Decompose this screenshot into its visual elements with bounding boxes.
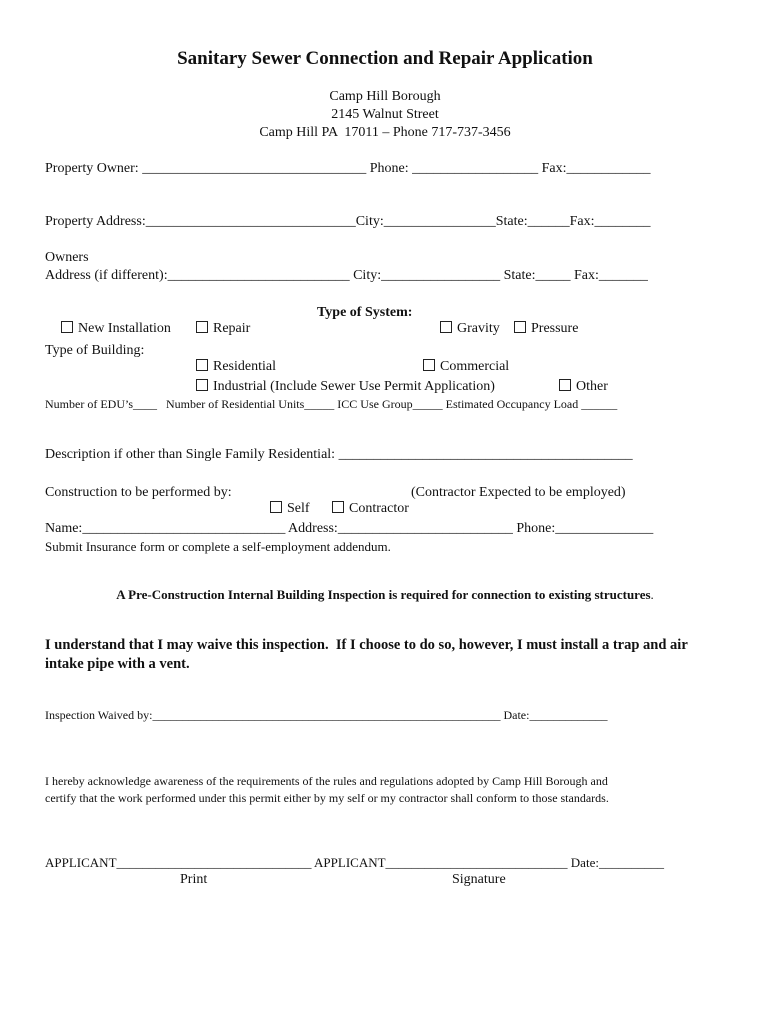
contractor-label: Contractor bbox=[349, 501, 409, 516]
residential-label: Residential bbox=[213, 359, 276, 374]
owners-address-line[interactable]: Address (if different):__________________________ City:_________________ State:_____ Fax:_______ bbox=[45, 268, 648, 283]
property-owner-line[interactable]: Property Owner: ________________________________ Phone: __________________ Fax:____________ bbox=[45, 161, 651, 176]
form-title: Sanitary Sewer Connection and Repair Application bbox=[177, 48, 593, 69]
owners-label: Owners bbox=[45, 250, 89, 265]
self-checkbox[interactable] bbox=[270, 501, 282, 513]
description-line[interactable]: Description if other than Single Family Residential: __________________________________________ bbox=[45, 447, 633, 462]
applicant-signature-line[interactable]: APPLICANT______________________________ APPLICANT____________________________ Date:__________ bbox=[45, 855, 664, 870]
inspection-notice-period: . bbox=[650, 587, 654, 602]
gravity-checkbox[interactable] bbox=[440, 321, 452, 333]
acknowledgement-line2: certify that the work performed under this permit either by my self or my contractor shall conform to those standards. bbox=[45, 791, 609, 805]
property-address-line[interactable]: Property Address:______________________________City:________________State:______Fax:________ bbox=[45, 214, 651, 229]
acknowledgement-line1: I hereby acknowledge awareness of the requirements of the rules and regulations adopted by Camp Hill Borough and bbox=[45, 774, 608, 788]
name-address-phone-line[interactable]: Name:_____________________________ Address:_________________________ Phone:______________ bbox=[45, 521, 654, 536]
type-of-building-label: Type of Building: bbox=[45, 343, 145, 358]
repair-checkbox[interactable] bbox=[196, 321, 208, 333]
insurance-note: Submit Insurance form or complete a self-employment addendum. bbox=[45, 539, 391, 554]
other-label: Other bbox=[576, 379, 608, 394]
new-installation-label: New Installation bbox=[78, 321, 171, 336]
borough-city-phone: Camp Hill PA 17011 – Phone 717-737-3456 bbox=[259, 125, 511, 140]
industrial-label: Industrial (Include Sewer Use Permit Application) bbox=[213, 379, 495, 394]
gravity-label: Gravity bbox=[457, 321, 500, 336]
pressure-option[interactable] bbox=[500, 305, 578, 353]
repair-label: Repair bbox=[213, 321, 251, 336]
inspection-notice bbox=[0, 587, 770, 603]
pressure-checkbox[interactable] bbox=[514, 321, 526, 333]
construction-label: Construction to be performed by: bbox=[45, 485, 232, 500]
contractor-note: (Contractor Expected to be employed) bbox=[411, 485, 626, 500]
inspection-waived-by-line[interactable]: Inspection Waived by:__________________________________________________________ Date:_____________ bbox=[45, 708, 608, 722]
self-label: Self bbox=[287, 501, 310, 516]
signature-label: Signature bbox=[452, 872, 506, 887]
type-of-system-label: Type of System: bbox=[317, 305, 413, 320]
waive-statement-line1: I understand that I may waive this inspection. If I choose to do so, however, I must install a trap and air bbox=[45, 637, 688, 653]
print-label: Print bbox=[180, 872, 208, 887]
commercial-label: Commercial bbox=[440, 359, 510, 374]
other-checkbox[interactable] bbox=[559, 379, 571, 391]
industrial-checkbox[interactable] bbox=[196, 379, 208, 391]
counts-line[interactable]: Number of EDU’s____ Number of Residential Units_____ ICC Use Group_____ Estimated Occupancy Load ______ bbox=[45, 397, 618, 411]
waive-statement-line2: intake pipe with a vent. bbox=[45, 656, 190, 672]
new-installation-checkbox[interactable] bbox=[61, 321, 73, 333]
inspection-notice-text: A Pre-Construction Internal Building Inspection is required for connection to existing structures bbox=[116, 587, 651, 602]
contractor-checkbox[interactable] bbox=[332, 501, 344, 513]
pressure-label: Pressure bbox=[531, 321, 579, 336]
borough-street: 2145 Walnut Street bbox=[331, 107, 439, 122]
borough-name: Camp Hill Borough bbox=[329, 89, 441, 104]
